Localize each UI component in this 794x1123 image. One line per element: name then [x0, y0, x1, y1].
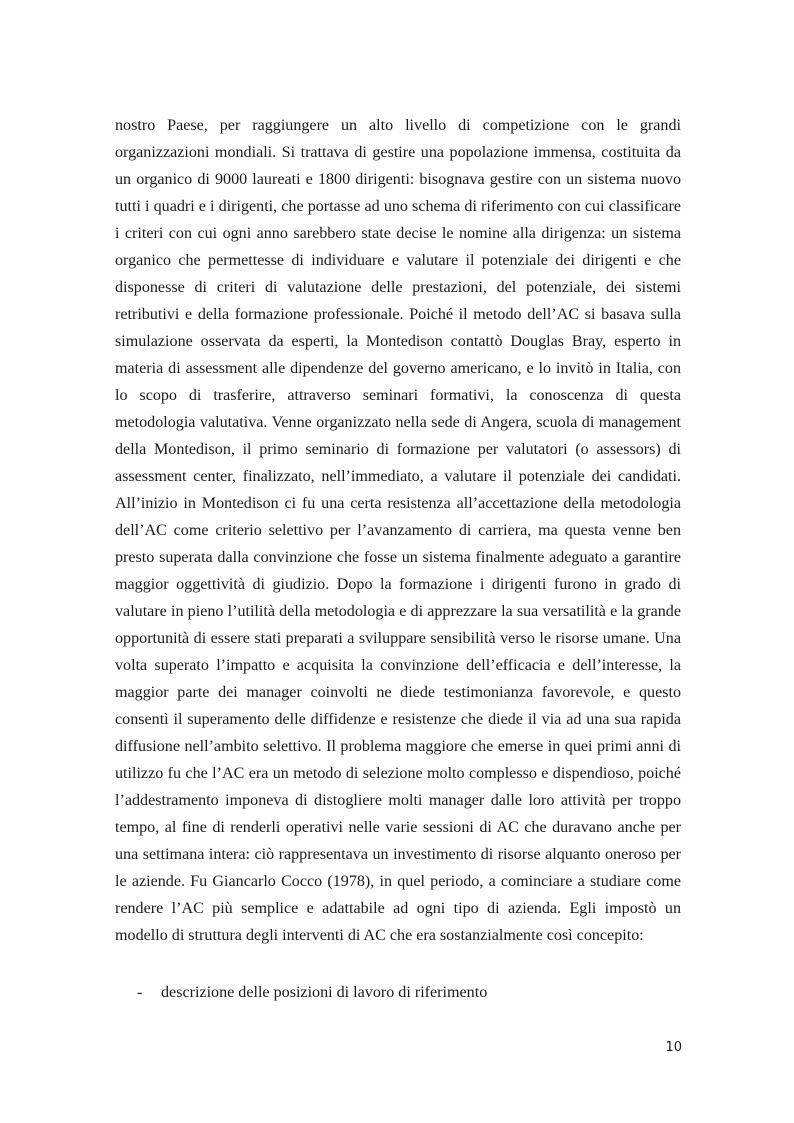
dash-bullet-icon: - — [137, 984, 143, 1001]
list-item — [115, 979, 681, 1006]
page-number: 10 — [665, 1040, 682, 1055]
body-paragraph: nostro Paese, per raggiungere un alto livello di competizione con le grandi organizzazioni mondiali. Si trattava di gestire una popolazione immensa, costituita da un organico di 9000 laureati e 1800 dirigenti: bisognava gestire con un sistema nuovo tutti i quadri e i dirigenti, che portasse ad uno schema di riferimento con cui classificare i criteri con cui ogni anno sarebbero state decise le nomine alla dirigenza: un sistema organico che permettesse di individuare e valutare il potenziale dei dirigenti e che disponesse di criteri di valutazione delle prestazioni, del potenziale, dei sistemi retributivi e della formazione professionale. Poiché il metodo dell’AC si basava sulla simulazione osservata da esperti, la Montedison contattò Douglas Bray, esperto in materia di assessment alle dipendenze del governo americano, e lo invitò in Italia, con lo scopo di trasferire, attraverso seminari formativi, la conoscenza di questa metodologia valutativa. Venne organizzato nella sede di Angera, scuola di management della Montedison, il primo seminario di formazione per valutatori (o assessors) di assessment center, finalizzato, nell’immediato, a valutare il potenziale dei candidati. All’inizio in Montedison ci fu una certa resistenza all’accettazione della metodologia dell’AC come criterio selettivo per l’avanzamento di carriera, ma questa venne ben presto superata dalla convinzione che fosse un sistema finalmente adeguato a garantire maggior oggettività di giudizio. Dopo la formazione i dirigenti furono in grado di valutare in pieno l’utilità della metodologia e di apprezzare la sua versatilità e la grande opportunità di essere stati preparati a sviluppare sensibilità verso le risorse umane. Una volta superato l’impatto e acquisita la convinzione dell’efficacia e dell’interesse, la maggior parte dei manager coinvolti ne diede testimonianza favorevole, e questo consentì il superamento delle diffidenze e resistenze che diede il via ad una sua rapida diffusione nell’ambito selettivo. Il problema maggiore che emerse in quei primi anni di utilizzo fu che l’AC era un metodo di selezione molto complesso e dispendioso, poiché l’addestramento imponeva di distogliere molti manager dalle loro attività per troppo tempo, al fine di renderli operativi nelle varie sessioni di AC che duravano anche per una settimana intera: ciò rappresentava un investimento di risorse alquanto oneroso per le aziende. Fu Giancarlo Cocco (1978), in quel periodo, a cominciare a studiare come rendere l’AC più semplice e adattabile ad ogni tipo di azienda. Egli impostò un modello di struttura degli interventi di AC che era sostanzialmente così concepito: — [115, 117, 681, 944]
list-item-text: descrizione delle posizioni di lavoro di riferimento — [161, 984, 488, 1001]
bullet-list — [115, 979, 681, 1006]
